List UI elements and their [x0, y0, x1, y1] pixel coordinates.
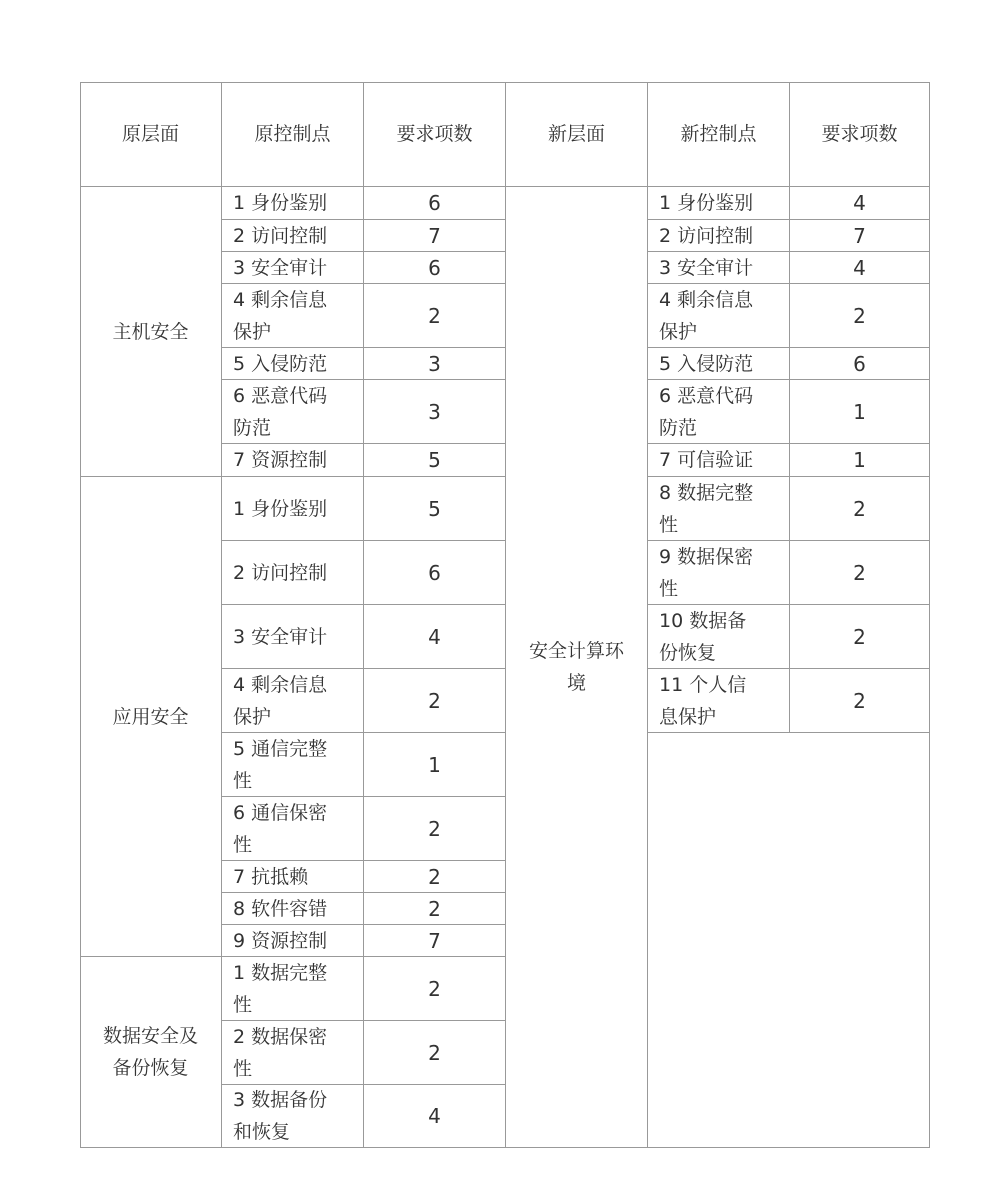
- old-count-cell: [364, 957, 506, 1021]
- old-count-cell: [364, 605, 506, 669]
- new-control-text-line: 9 数据保密: [659, 545, 754, 568]
- old-control-text-line: 防范: [233, 416, 272, 439]
- old-count-value: 4: [428, 1104, 441, 1128]
- new-count-value: 7: [853, 223, 866, 248]
- new-control-text-wrap: [659, 541, 753, 605]
- new-control-text: 3 安全审计: [659, 256, 754, 279]
- old-count-cell: [364, 252, 506, 284]
- old-count-cell: [364, 477, 506, 541]
- old-count-value: 2: [428, 1040, 441, 1065]
- old-count-value: 1: [428, 752, 441, 777]
- new-count-value: 1: [853, 399, 866, 424]
- new-control-cell: [648, 444, 790, 477]
- old-control-cell: [222, 797, 364, 861]
- new-count-value: 2: [853, 496, 866, 521]
- new-count-cell: [790, 669, 930, 733]
- old-control-text-line: 4 剩余信息: [233, 288, 328, 311]
- old-count-cell: [364, 1021, 506, 1085]
- old-count-value: 6: [428, 560, 441, 585]
- new-control-text: 5 入侵防范: [659, 352, 754, 375]
- old-count-value: 4: [428, 624, 441, 649]
- old-layer-text-line: 数据安全及: [102, 1025, 198, 1047]
- new-control-text-wrap: [659, 669, 746, 733]
- new-count-cell: [790, 348, 930, 380]
- header-label: 新层面: [547, 123, 605, 145]
- old-count-value: 2: [428, 816, 441, 841]
- new-control-cell: [648, 380, 790, 444]
- new-control-cell: [648, 187, 790, 220]
- new-count-cell: [790, 284, 930, 348]
- old-control-text: 7 抗抵赖: [233, 865, 309, 888]
- old-count-cell: [364, 187, 506, 220]
- new-control-text-line: 份恢复: [659, 641, 717, 664]
- new-count-value: 2: [853, 688, 866, 713]
- old-count-value: 2: [428, 688, 441, 713]
- old-control-text-wrap: [233, 957, 327, 1021]
- old-control-text-line: 5 通信完整: [233, 737, 328, 760]
- new-control-text-wrap: [659, 380, 753, 444]
- new-control-text-line: 10 数据备: [659, 609, 747, 632]
- old-control-text-line: 1 数据完整: [233, 961, 328, 984]
- header-label: 原层面: [121, 123, 179, 145]
- old-control-text-line: 2 数据保密: [233, 1025, 328, 1048]
- old-control-text: 9 资源控制: [233, 929, 328, 952]
- header-new-layer: [506, 82, 648, 187]
- old-control-text-line: 性: [233, 833, 253, 856]
- old-count-value: 3: [428, 399, 441, 424]
- old-count-cell: [364, 444, 506, 477]
- old-count-cell: [364, 861, 506, 893]
- new-layer-text-wrap: [529, 635, 624, 699]
- old-count-cell: [364, 733, 506, 797]
- old-control-text: 1 身份鉴别: [233, 192, 328, 214]
- header-label: 要求项数: [821, 123, 898, 145]
- new-control-cell: [648, 252, 790, 284]
- new-count-cell: [790, 220, 930, 252]
- old-control-cell: [222, 861, 364, 893]
- old-count-cell: [364, 541, 506, 605]
- new-layer-text-line: 境: [566, 672, 586, 694]
- old-control-text-line: 和恢复: [233, 1121, 291, 1143]
- old-control-cell: [222, 187, 364, 220]
- new-control-text: 7 可信验证: [659, 449, 754, 471]
- old-control-cell: [222, 669, 364, 733]
- old-count-cell: [364, 380, 506, 444]
- header-label: 要求项数: [396, 123, 473, 145]
- old-control-text-wrap: [233, 284, 327, 348]
- old-control-text-line: 6 通信保密: [233, 801, 328, 824]
- header-old-count: [364, 82, 506, 187]
- old-control-cell: [222, 605, 364, 669]
- header-old-layer: [80, 82, 222, 187]
- old-control-text-line: 6 恶意代码: [233, 384, 328, 407]
- old-control-cell: [222, 220, 364, 252]
- old-control-cell: [222, 1085, 364, 1148]
- old-count-value: 2: [428, 864, 441, 889]
- old-control-text-line: 性: [233, 1057, 253, 1080]
- old-control-cell: [222, 957, 364, 1021]
- old-layer-cell: [80, 477, 222, 957]
- new-count-value: 1: [853, 448, 866, 472]
- old-control-cell: [222, 380, 364, 444]
- new-control-text-line: 性: [659, 577, 679, 600]
- new-control-text-wrap: [659, 477, 753, 541]
- old-count-cell: [364, 348, 506, 380]
- new-count-cell: [790, 444, 930, 477]
- new-count-cell: [790, 605, 930, 669]
- new-count-value: 4: [853, 255, 866, 280]
- old-control-cell: [222, 541, 364, 605]
- old-count-value: 7: [428, 223, 441, 248]
- old-count-cell: [364, 893, 506, 925]
- old-control-text-wrap: [233, 1084, 327, 1148]
- new-control-cell: [648, 284, 790, 348]
- old-count-cell: [364, 220, 506, 252]
- old-control-text-wrap: [233, 733, 327, 797]
- old-count-cell: [364, 669, 506, 733]
- new-control-text-line: 保护: [659, 320, 698, 343]
- old-control-text-line: 3 数据备份: [233, 1089, 328, 1111]
- old-layer-text: 主机安全: [112, 320, 189, 343]
- old-control-text-wrap: [233, 380, 327, 444]
- old-layer-cell: [80, 187, 222, 477]
- old-control-text-line: 性: [233, 993, 253, 1016]
- old-control-text-line: 保护: [233, 705, 272, 728]
- old-control-text: 3 安全审计: [233, 256, 328, 279]
- old-control-cell: [222, 444, 364, 477]
- header-old-control: [222, 82, 364, 187]
- new-control-text-line: 防范: [659, 416, 698, 439]
- new-count-value: 2: [853, 560, 866, 585]
- old-control-cell: [222, 925, 364, 957]
- old-control-text-line: 4 剩余信息: [233, 673, 328, 696]
- old-layer-cell: [80, 957, 222, 1148]
- old-control-cell: [222, 348, 364, 380]
- new-count-cell: [790, 380, 930, 444]
- old-count-cell: [364, 797, 506, 861]
- new-count-cell: [790, 541, 930, 605]
- new-control-text-line: 6 恶意代码: [659, 384, 754, 407]
- new-control-text-line: 息保护: [659, 705, 717, 728]
- new-control-text: 2 访问控制: [659, 224, 754, 247]
- old-control-cell: [222, 893, 364, 925]
- old-control-cell: [222, 1021, 364, 1085]
- header-label: 新控制点: [680, 123, 757, 145]
- old-control-cell: [222, 733, 364, 797]
- old-count-value: 6: [428, 191, 441, 215]
- old-count-value: 6: [428, 255, 441, 280]
- new-control-text-line: 8 数据完整: [659, 481, 754, 504]
- old-layer-text: 应用安全: [112, 705, 189, 728]
- old-count-value: 5: [428, 448, 441, 472]
- header-label: 原控制点: [254, 123, 331, 145]
- old-control-cell: [222, 477, 364, 541]
- new-count-value: 2: [853, 303, 866, 328]
- old-control-cell: [222, 284, 364, 348]
- new-control-cell: [648, 669, 790, 733]
- old-count-value: 2: [428, 303, 441, 328]
- old-control-text-line: 性: [233, 769, 253, 792]
- old-control-text: 5 入侵防范: [233, 352, 328, 375]
- old-count-value: 2: [428, 976, 441, 1001]
- old-control-text-wrap: [233, 797, 327, 861]
- new-control-text-wrap: [659, 284, 753, 348]
- old-count-value: 5: [428, 496, 441, 521]
- old-control-cell: [222, 252, 364, 284]
- new-count-value: 4: [853, 191, 866, 215]
- new-count-cell: [790, 187, 930, 220]
- old-control-text: 8 软件容错: [233, 897, 328, 920]
- new-control-text-wrap: [659, 605, 746, 669]
- new-count-cell: [790, 252, 930, 284]
- new-control-text-line: 性: [659, 513, 679, 536]
- old-layer-text-wrap: [103, 1020, 198, 1084]
- old-count-value: 7: [428, 928, 441, 953]
- header-new-count: [790, 82, 930, 187]
- old-control-text: 3 安全审计: [233, 625, 328, 648]
- new-control-text-line: 4 剩余信息: [659, 288, 754, 311]
- new-layer-text-line: 安全计算环: [528, 640, 624, 662]
- old-control-text: 1 身份鉴别: [233, 497, 328, 520]
- old-control-text: 2 访问控制: [233, 561, 328, 584]
- old-control-text-line: 保护: [233, 320, 272, 343]
- new-count-value: 6: [853, 351, 866, 376]
- new-control-cell: [648, 220, 790, 252]
- new-control-cell: [648, 541, 790, 605]
- old-control-text-wrap: [233, 1021, 327, 1085]
- new-control-cell: [648, 348, 790, 380]
- new-count-value: 2: [853, 624, 866, 649]
- old-count-cell: [364, 925, 506, 957]
- old-count-cell: [364, 1085, 506, 1148]
- old-control-text-wrap: [233, 669, 327, 733]
- new-count-cell: [790, 477, 930, 541]
- new-control-cell: [648, 605, 790, 669]
- new-control-text-line: 11 个人信: [659, 673, 747, 696]
- new-layer-cell: [506, 187, 648, 1148]
- old-layer-text-line: 备份恢复: [112, 1057, 189, 1079]
- old-count-value: 3: [428, 351, 441, 376]
- header-new-control: [648, 82, 790, 187]
- new-control-text: 1 身份鉴别: [659, 192, 754, 214]
- old-control-text: 7 资源控制: [233, 449, 328, 471]
- old-control-text: 2 访问控制: [233, 224, 328, 247]
- old-count-value: 2: [428, 896, 441, 921]
- old-count-cell: [364, 284, 506, 348]
- new-control-cell: [648, 477, 790, 541]
